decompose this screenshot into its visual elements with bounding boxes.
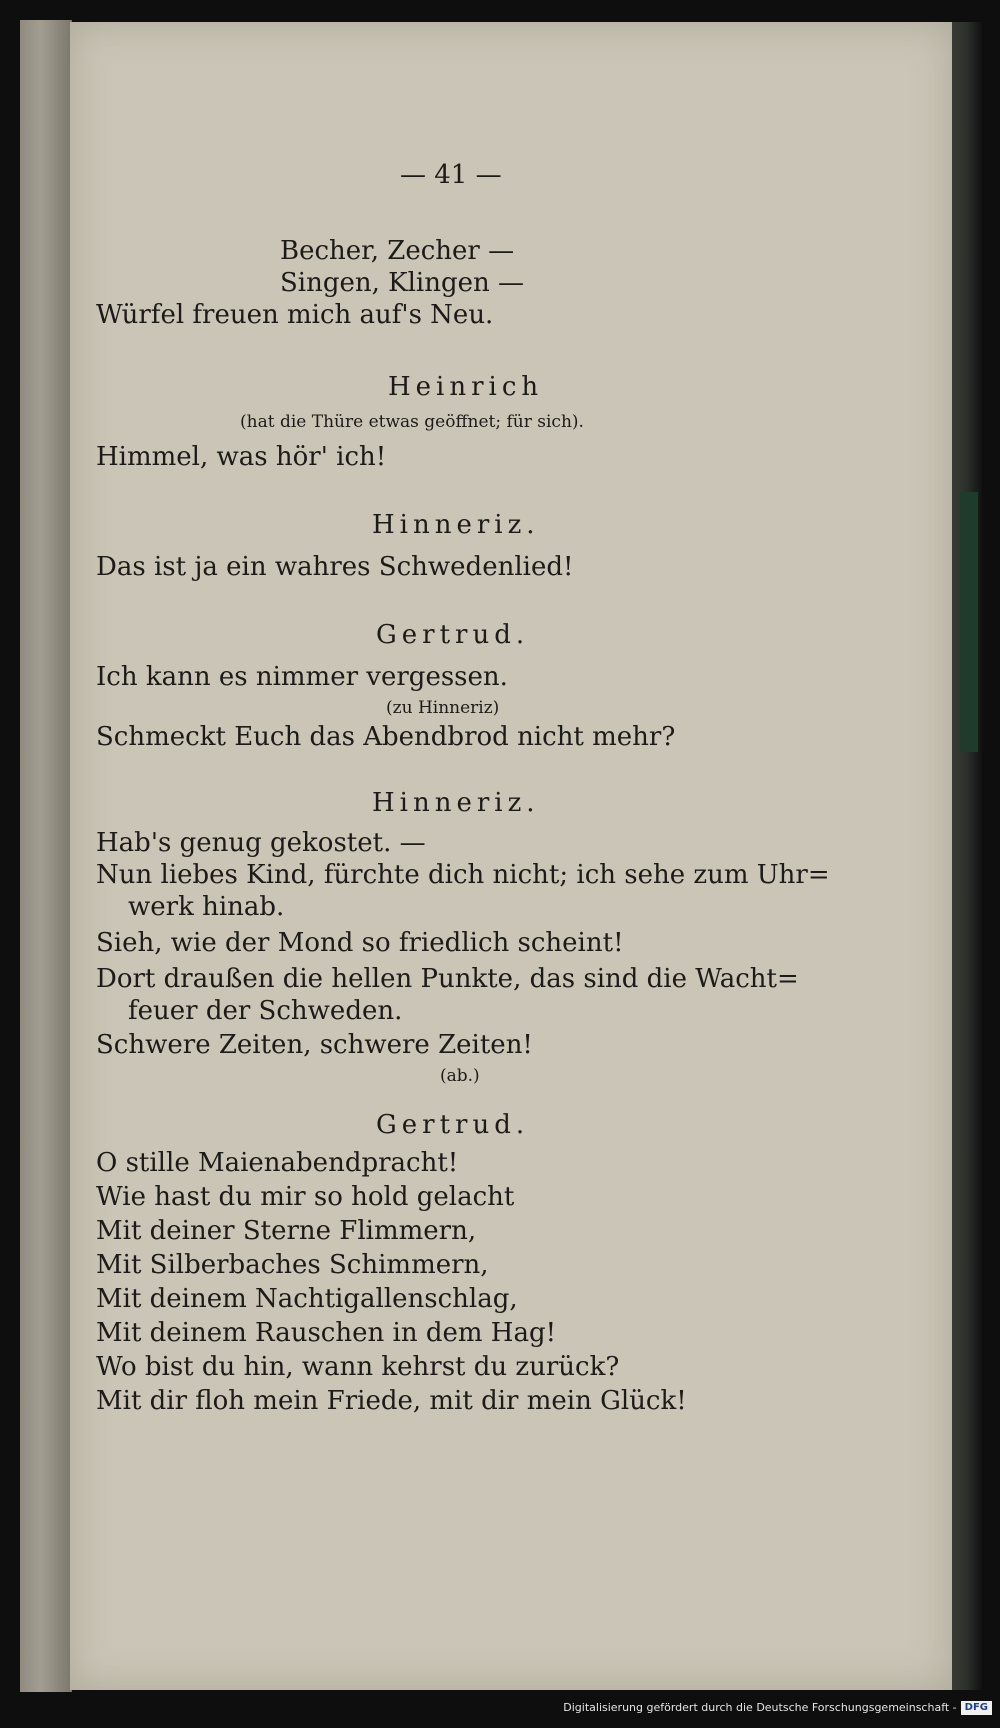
verse-line: Singen, Klingen —	[280, 268, 525, 298]
verse-line: O stille Maienabendpracht!	[96, 1148, 459, 1178]
speaker-heading: Hinneriz.	[372, 510, 540, 540]
verse-line: Mit deinem Nachtigallenschlag,	[96, 1284, 518, 1314]
verse-line: Wo bist du hin, wann kehrst du zurück?	[96, 1352, 620, 1382]
stage-direction: (hat die Thüre etwas geöffnet; für sich).	[240, 412, 584, 432]
book-spine	[20, 20, 72, 1692]
verse-line: Becher, Zecher —	[280, 236, 515, 266]
dialogue-line: Nun liebes Kind, fürchte dich nicht; ich sehe zum Uhr=	[96, 860, 830, 890]
credit-text: Digitalisierung gefördert durch die Deutsche Forschungsgemeinschaft -	[563, 1701, 957, 1714]
dialogue-line: feuer der Schweden.	[128, 996, 403, 1026]
stage-direction: (zu Hinneriz)	[386, 698, 500, 718]
dialogue-line: werk hinab.	[128, 892, 285, 922]
page-text	[70, 22, 952, 1690]
speaker-heading: Heinrich	[388, 372, 544, 402]
digitization-credit	[0, 1700, 992, 1716]
stage-direction: (ab.)	[440, 1066, 480, 1086]
dialogue-line: Dort draußen die hellen Punkte, das sind die Wacht=	[96, 964, 799, 994]
dialogue-line: Schmeckt Euch das Abendbrod nicht mehr?	[96, 722, 676, 752]
speaker-heading: Hinneriz.	[372, 788, 540, 818]
verse-line: Mit Silberbaches Schimmern,	[96, 1250, 489, 1280]
page-number: — 41 —	[400, 160, 502, 190]
verse-line: Mit deinem Rauschen in dem Hag!	[96, 1318, 557, 1348]
dialogue-line: Hab's genug gekostet. —	[96, 828, 426, 858]
verse-line: Mit dir floh mein Friede, mit dir mein Glück!	[96, 1386, 687, 1416]
speaker-heading: Gertrud.	[376, 1110, 530, 1140]
binding-strip	[960, 492, 978, 752]
verse-line: Wie hast du mir so hold gelacht	[96, 1182, 515, 1212]
dialogue-line: Das ist ja ein wahres Schwedenlied!	[96, 552, 574, 582]
verse-line: Würfel freuen mich auf's Neu.	[96, 300, 494, 330]
dialogue-line: Schwere Zeiten, schwere Zeiten!	[96, 1030, 533, 1060]
dialogue-line: Sieh, wie der Mond so friedlich scheint!	[96, 928, 624, 958]
speaker-heading: Gertrud.	[376, 620, 530, 650]
book-page	[70, 22, 952, 1690]
page-edge	[952, 22, 982, 1690]
dialogue-line: Ich kann es nimmer vergessen.	[96, 662, 508, 692]
dfg-logo: DFG	[961, 1701, 992, 1715]
verse-line: Mit deiner Sterne Flimmern,	[96, 1216, 477, 1246]
dialogue-line: Himmel, was hör' ich!	[96, 442, 387, 472]
